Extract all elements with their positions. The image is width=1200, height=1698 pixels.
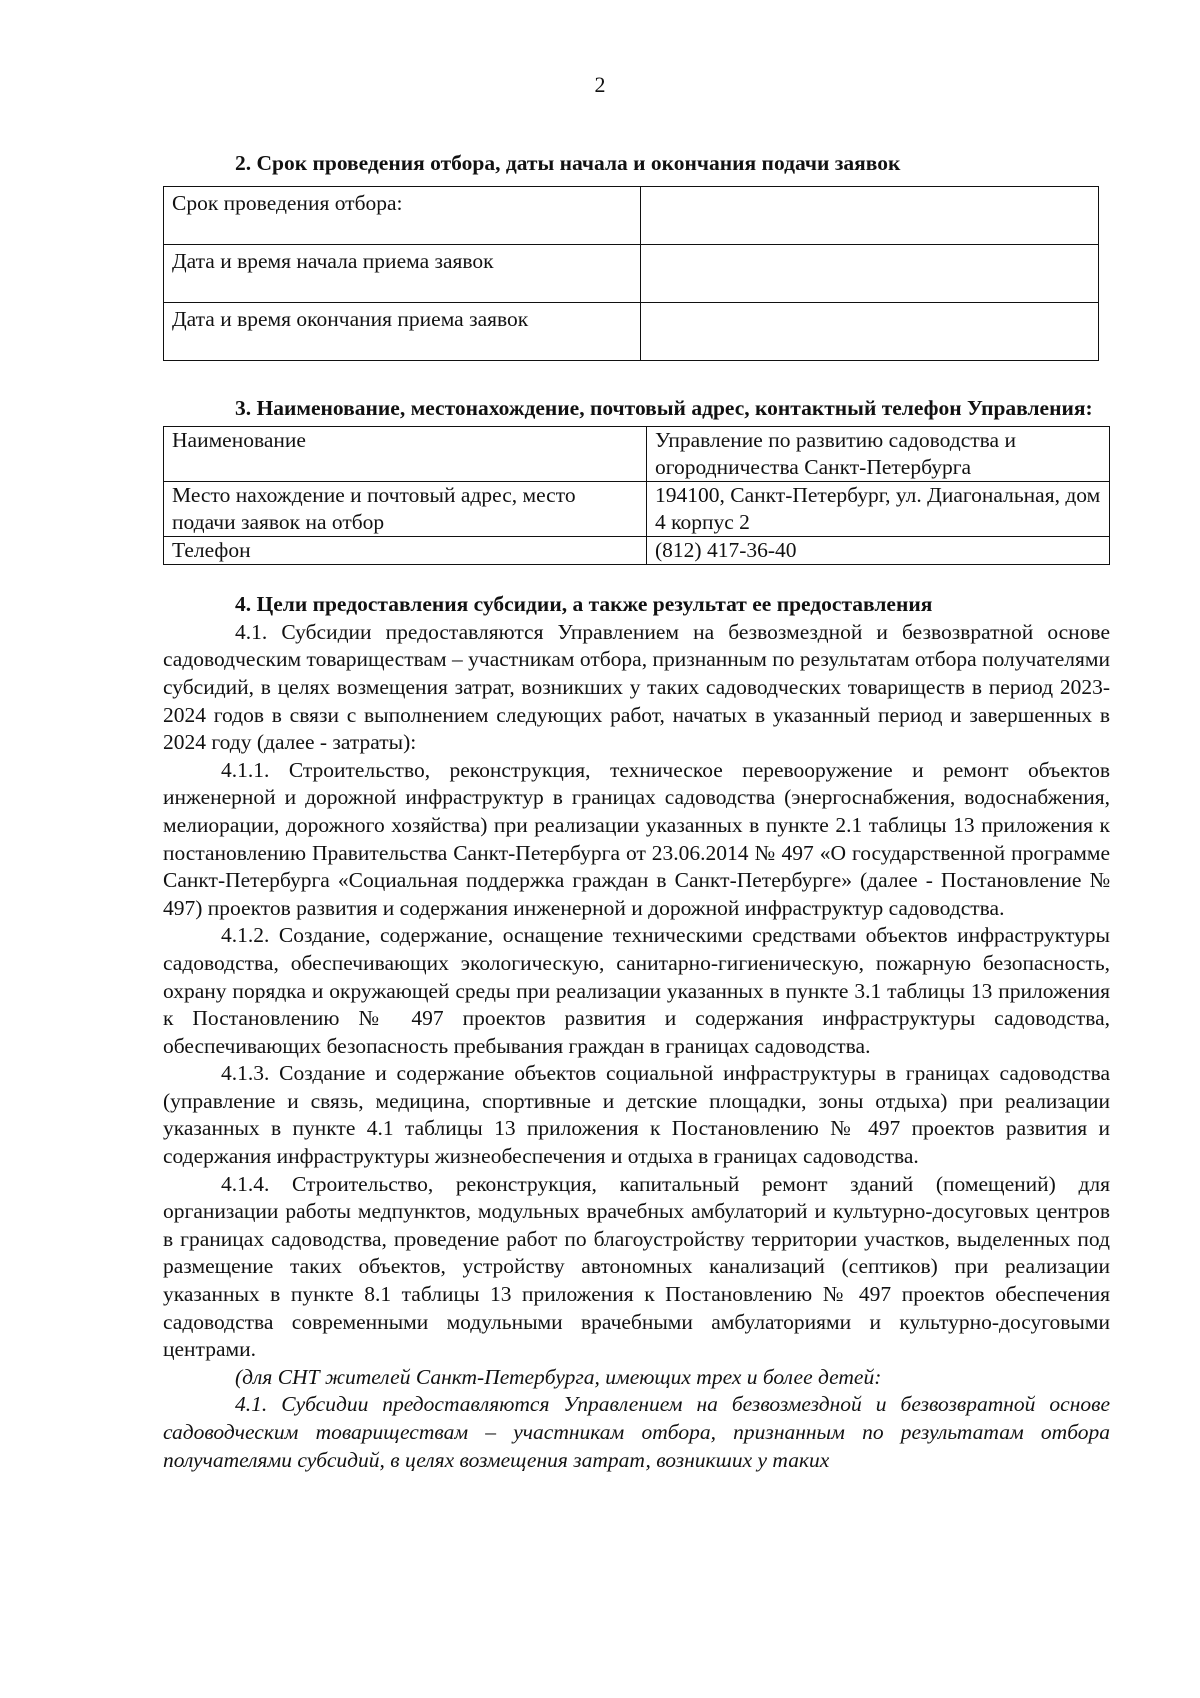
- table-cell-label: Срок проведения отбора:: [164, 186, 641, 244]
- paragraph-4-1-4: 4.1.4. Строительство, реконструкция, капитальный ремонт зданий (помещений) для организации работы медпунктов, модульных врачебных амбулаторий и культурно-досуговых центров в границах садоводства, проведение работ по благоустройству территории участков, выделенных под размещение таких объектов, устройству автономных канализаций (септиков) при реализации указанных в пункте 8.1 таблицы 13 приложения к Постановлению № 497 проектов обеспечения садоводства современными модульными врачебными амбулаториями и культурно-досуговыми центрами.: [163, 1171, 1110, 1362]
- paragraph-4-1-3: 4.1.3. Создание и содержание объектов социальной инфраструктуры в границах садоводства (управление и связь, медицина, спортивные и детские площадки, зоны отдыха) при реализации указанных в пункте 4.1 таблицы 13 приложения к Постановлению № 497 проектов развития и содержания инфраструктуры жизнеобеспечения и отдыха в границах садоводства.: [163, 1061, 1110, 1169]
- italic-note: (для СНТ жителей Санкт-Петербурга, имеющих трех и более детей:: [235, 1364, 882, 1389]
- table-cell-label: Место нахождение и почтовый адрес, место подачи заявок на отбор: [164, 482, 647, 537]
- table-cell-value: [641, 302, 1099, 360]
- table-cell-value: (812) 417-36-40: [647, 537, 1110, 565]
- table-cell-value: Управление по развитию садоводства и огородничества Санкт-Петербурга: [647, 427, 1110, 482]
- table-cell-value: [641, 186, 1099, 244]
- italic-paragraph-4-1: 4.1. Субсидии предоставляются Управлением на безвозмездной и безвозвратной основе садоводческим товариществам – участникам отбора, признанным по результатам отбора получателями субсидий, в целях возмещения затрат, возникших у таких: [163, 1392, 1110, 1472]
- paragraph-4-1-2: 4.1.2. Создание, содержание, оснащение техническими средствами объектов инфраструктуры садоводства, обеспечивающих экологическую, санитарно-гигиеническую, пожарную безопасность, охрану порядка и окружающей среды при реализации указанных в пункте 3.1 таблицы 13 приложения к Постановлению № 497 проектов развития и содержания инфраструктуры садоводства, обеспечивающих безопасность пребывания граждан в границах садоводства.: [163, 923, 1110, 1058]
- section-4-heading: 4. Цели предоставления субсидии, а также результат ее предоставления: [235, 592, 933, 617]
- paragraph-4-1-1: 4.1.1. Строительство, реконструкция, техническое перевооружение и ремонт объектов инженерной и дорожной инфраструктур в границах садоводства (энергоснабжения, водоснабжения, мелиорации, дорожного хозяйства) при реализации указанных в пункте 2.1 таблицы 13 приложения к постановлению Правительства Санкт-Петербурга от 23.06.2014 № 497 «О государственной программе Санкт-Петербурга «Социальная поддержка граждан в Санкт-Петербурге» (далее - Постановление № 497) проектов развития и содержания инженерной и дорожной инфраструктур садоводства.: [163, 757, 1110, 920]
- table-row: [164, 302, 1099, 360]
- table-cell-label: Дата и время окончания приема заявок: [164, 302, 641, 360]
- page-number: 2: [594, 72, 606, 97]
- table-row: [164, 537, 1110, 565]
- table-cell-label: Наименование: [164, 427, 647, 482]
- table-cell-value: 194100, Санкт-Петербург, ул. Диагональная, дом 4 корпус 2: [647, 482, 1110, 537]
- section-3-heading: 3. Наименование, местонахождение, почтовый адрес, контактный телефон Управления:: [235, 395, 1093, 420]
- table-row: [164, 482, 1110, 537]
- table-cell-label: Телефон: [164, 537, 647, 565]
- paragraph-4-1: 4.1. Субсидии предоставляются Управлением на безвозмездной и безвозвратной основе садоводческим товариществам – участникам отбора, признанным по результатам отбора получателями субсидий, в целях возмещения затрат, возникших у таких садоводческих товариществ в период 2023-2024 годов в связи с выполнением следующих работ, начатых в указанный период и завершенных в 2024 году (далее - затраты):: [163, 619, 1110, 755]
- contacts-table: [163, 426, 1110, 565]
- table-cell-value: [641, 244, 1099, 302]
- selection-period-table: [163, 186, 1099, 361]
- document-content: [163, 150, 1110, 1474]
- table-row: [164, 244, 1099, 302]
- section-2-heading: 2. Срок проведения отбора, даты начала и окончания подачи заявок: [235, 151, 901, 175]
- table-row: [164, 186, 1099, 244]
- table-cell-label: Дата и время начала приема заявок: [164, 244, 641, 302]
- table-row: [164, 427, 1110, 482]
